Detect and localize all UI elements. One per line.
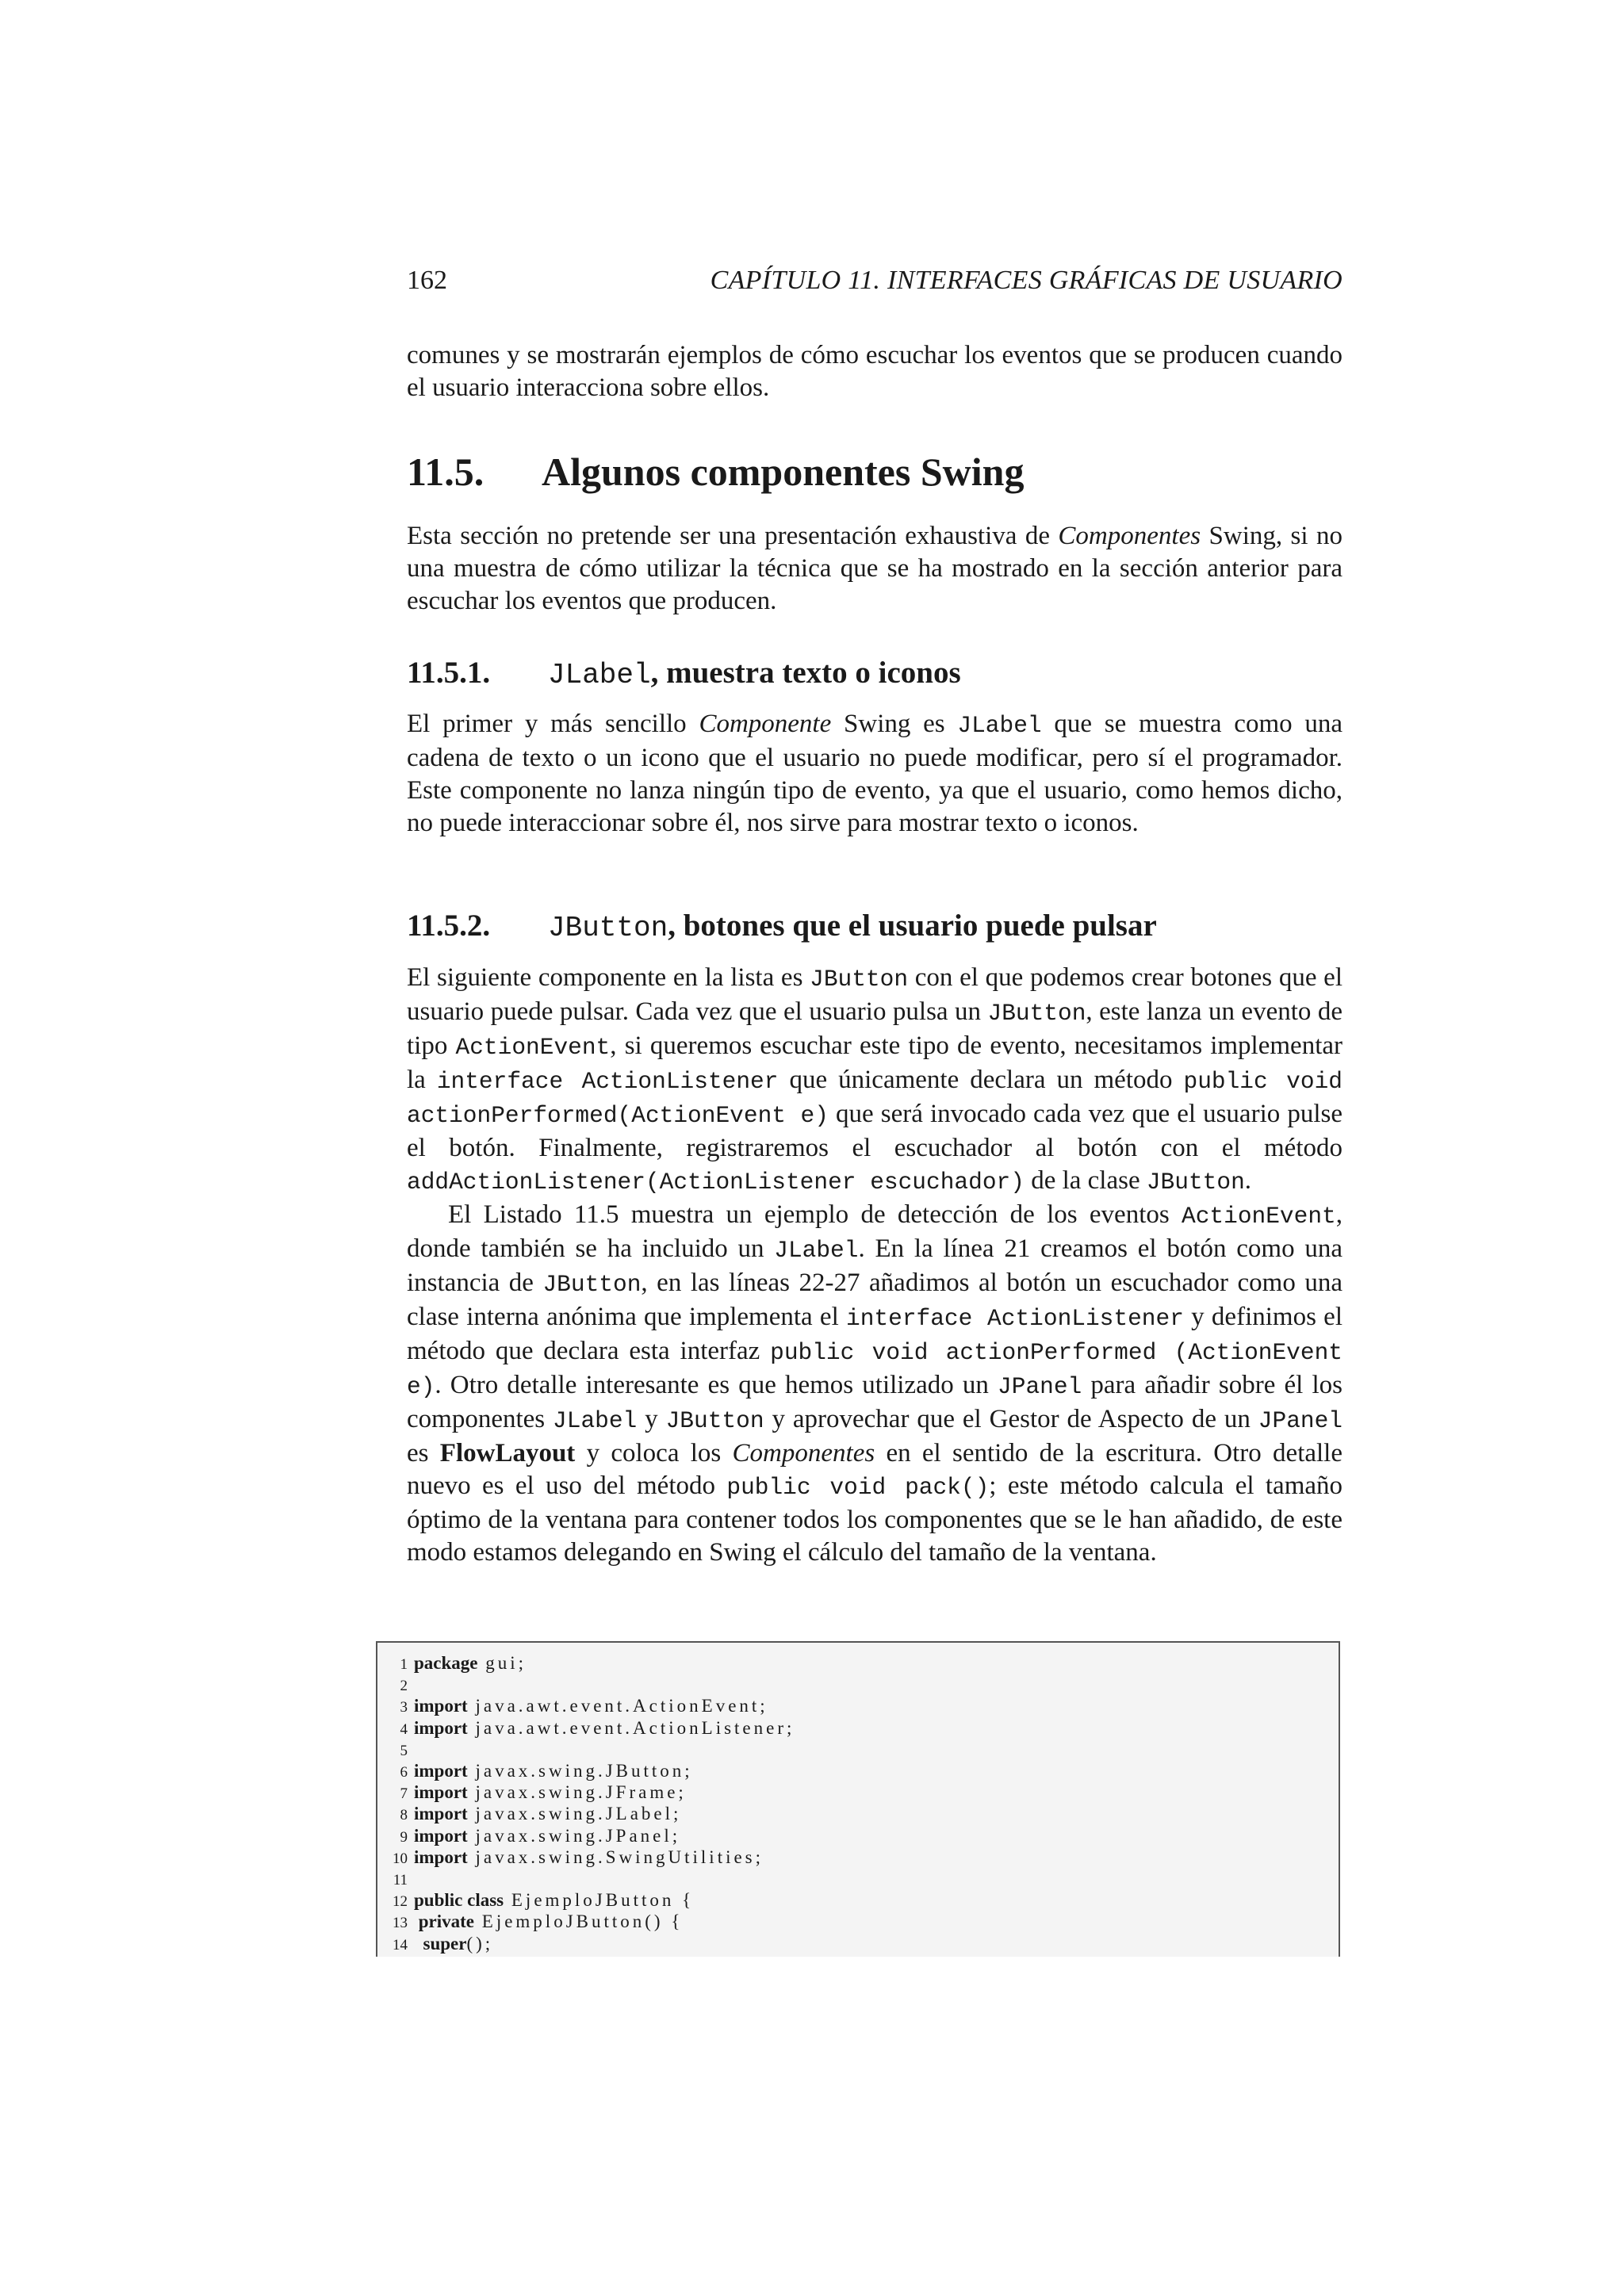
line-number: 11 bbox=[393, 1872, 408, 1888]
text-run: que únicamente declara un método bbox=[778, 1066, 1184, 1094]
code-text: javax.swing.JPanel; bbox=[467, 1825, 681, 1846]
inline-code: JButton bbox=[810, 966, 909, 993]
code-text: java.awt.event.ActionListener; bbox=[467, 1717, 795, 1738]
chapter-title: CAPÍTULO 11. INTERFACES GRÁFICAS DE USUARIO bbox=[710, 266, 1342, 295]
text-run: . En la línea 21 creamos el botón como una instancia de bbox=[407, 1234, 1342, 1297]
subsection-title: , botones que el usuario puede pulsar bbox=[668, 909, 1157, 943]
code-line bbox=[377, 1911, 683, 1932]
bold-term: FlowLayout bbox=[439, 1439, 576, 1468]
emphasis: Componentes bbox=[732, 1439, 875, 1468]
running-header bbox=[407, 260, 1342, 301]
text-run: y coloca los bbox=[575, 1439, 733, 1468]
section-title: Algunos componentes Swing bbox=[542, 450, 1025, 494]
code-keyword: import bbox=[414, 1782, 468, 1803]
inline-code: JButton bbox=[665, 1407, 764, 1434]
inline-code: interface ActionListener bbox=[436, 1068, 779, 1095]
text-run: El primer y más sencillo bbox=[407, 710, 699, 738]
line-number: 8 bbox=[400, 1807, 408, 1824]
line-number: 2 bbox=[400, 1678, 408, 1695]
code-text: javax.swing.JButton; bbox=[467, 1761, 693, 1781]
code-text: EjemploJButton() { bbox=[474, 1911, 684, 1932]
section-number: 11.5. bbox=[407, 450, 485, 494]
subsection2-paragraph-1 bbox=[407, 962, 1342, 1199]
code-line bbox=[377, 1717, 795, 1739]
code-keyword: import bbox=[414, 1761, 468, 1781]
text-run: y aprovechar que el Gestor de Aspecto de un bbox=[764, 1405, 1258, 1433]
emphasis: Componente bbox=[699, 710, 832, 738]
code-line bbox=[377, 1760, 693, 1781]
code-keyword: private bbox=[414, 1911, 475, 1932]
code-line bbox=[377, 1889, 694, 1911]
emphasis: Componentes bbox=[1058, 522, 1201, 550]
inline-code: public void actionPerformed (ActionEvent e) bbox=[407, 1339, 1342, 1400]
inline-code: JPanel bbox=[1258, 1407, 1343, 1434]
line-number: 3 bbox=[400, 1699, 408, 1716]
inline-code: public void actionPerformed(ActionEvent e) bbox=[407, 1068, 1342, 1129]
text-run: que se muestra como una cadena de texto o un icono que el usuario no puede modificar, pero sí el programador. Este componente no lanza ningún tipo de evento, ya que el usuario, como hemos dicho, no puede interaccionar sobre él, nos sirve para mostrar texto o iconos. bbox=[407, 710, 1343, 837]
text-run: y bbox=[637, 1405, 666, 1433]
inline-code: JLabel bbox=[957, 712, 1042, 739]
subsection2-paragraphs bbox=[407, 962, 1342, 1569]
code-keyword: import bbox=[414, 1804, 468, 1824]
text-run: ; este método calcula el tamaño óptimo de la ventana para contener todos los componentes que se le han añadido, de este modo estamos delegando en Swing el cálculo del tamaño de la ventana. bbox=[407, 1471, 1343, 1567]
subsection-heading-1 bbox=[407, 655, 961, 691]
code-line bbox=[377, 1868, 414, 1889]
subsection-heading-2 bbox=[407, 908, 1157, 944]
subsection1-paragraph bbox=[407, 708, 1342, 840]
section-heading bbox=[407, 449, 1024, 495]
code-line bbox=[377, 1695, 768, 1716]
intro-paragraph bbox=[407, 339, 1342, 404]
code-line bbox=[377, 1674, 414, 1695]
inline-code: JButton bbox=[1146, 1169, 1245, 1196]
code-line bbox=[377, 1933, 493, 1954]
subsection-title: , muestra texto o iconos bbox=[650, 656, 961, 690]
code-text: EjemploJButton { bbox=[504, 1890, 695, 1911]
code-line bbox=[377, 1739, 414, 1760]
code-text: javax.swing.JLabel; bbox=[467, 1804, 682, 1824]
text-run: para añadir sobre él los componentes bbox=[407, 1371, 1343, 1433]
text-run: Swing, si no una muestra de cómo utilizar la técnica que se ha mostrado en la sección anterior para escuchar los eventos que producen. bbox=[407, 522, 1342, 615]
text-run: . Otro detalle interesante es que hemos utilizado un bbox=[435, 1371, 998, 1399]
line-number: 10 bbox=[393, 1850, 408, 1867]
text-run: Esta sección no pretende ser una presentación exhaustiva de bbox=[407, 522, 1059, 550]
code-text: gui; bbox=[477, 1653, 527, 1673]
text-run: Swing es bbox=[831, 710, 958, 738]
line-number: 7 bbox=[400, 1785, 408, 1803]
inline-code: JButton bbox=[987, 1000, 1086, 1027]
code-keyword: import bbox=[414, 1717, 468, 1738]
code-text: javax.swing.JFrame; bbox=[467, 1782, 687, 1803]
line-number: 4 bbox=[400, 1720, 408, 1738]
code-listing bbox=[376, 1641, 1340, 1957]
inline-code: JPanel bbox=[998, 1373, 1082, 1400]
text-run: con el que podemos crear botones que el usuario puede pulsar. Cada vez que el usuario pulsa un bbox=[407, 963, 1342, 1026]
line-number: 13 bbox=[393, 1915, 408, 1932]
code-keyword: package bbox=[414, 1653, 478, 1673]
line-number: 6 bbox=[400, 1764, 408, 1781]
subsection-code-title: JButton bbox=[548, 912, 668, 944]
inline-code: ActionEvent bbox=[1182, 1203, 1336, 1230]
code-line bbox=[377, 1781, 687, 1803]
inline-code: interface ActionListener bbox=[846, 1305, 1184, 1332]
line-number: 5 bbox=[400, 1742, 408, 1759]
section-paragraph bbox=[407, 520, 1342, 618]
text-run: que será invocado cada vez que el usuario pulse el botón. Finalmente, registraremos el escuchador al botón con el método bbox=[407, 1100, 1342, 1162]
subsection-number: 11.5.1. bbox=[407, 656, 491, 690]
code-line bbox=[377, 1846, 764, 1868]
subsection-number: 11.5.2. bbox=[407, 909, 491, 943]
inline-code: JLabel bbox=[553, 1407, 638, 1434]
line-number: 9 bbox=[400, 1828, 408, 1846]
code-keyword: import bbox=[414, 1846, 468, 1867]
text-run: El siguiente componente en la lista es bbox=[407, 963, 810, 992]
text-run: , si queremos escuchar este tipo de evento, necesitamos implementar la bbox=[407, 1031, 1342, 1094]
text-run: , este lanza un evento de tipo bbox=[407, 997, 1342, 1060]
text-run: en el sentido de la escritura. Otro detalle nuevo es el uso del método bbox=[407, 1439, 1342, 1500]
inline-code: addActionListener(ActionListener escuchador) bbox=[407, 1169, 1025, 1196]
page-number: 162 bbox=[407, 266, 447, 295]
inline-code: public void pack() bbox=[726, 1474, 990, 1501]
code-line bbox=[377, 1652, 527, 1674]
code-keyword: public class bbox=[414, 1890, 504, 1911]
subsection2-paragraph-2 bbox=[407, 1199, 1342, 1569]
code-line bbox=[377, 1803, 681, 1824]
code-keyword: import bbox=[414, 1696, 468, 1716]
code-line bbox=[377, 1825, 680, 1846]
intro-text: comunes y se mostrarán ejemplos de cómo escuchar los eventos que se producen cuando el usuario interacciona sobre ellos. bbox=[407, 341, 1342, 402]
code-keyword: import bbox=[414, 1825, 468, 1846]
text-run: . bbox=[1244, 1166, 1252, 1195]
code-text: javax.swing.SwingUtilities; bbox=[467, 1846, 764, 1867]
text-run: y definimos el método que declara esta interfaz bbox=[407, 1303, 1342, 1365]
text-run: , donde también se ha incluido un bbox=[407, 1200, 1342, 1263]
subsection-code-title: JLabel bbox=[548, 659, 651, 691]
code-text: (); bbox=[466, 1933, 494, 1954]
inline-code: JButton bbox=[542, 1271, 642, 1298]
text-run: El Listado 11.5 muestra un ejemplo de detección de los eventos bbox=[448, 1200, 1182, 1229]
line-number: 14 bbox=[393, 1936, 408, 1954]
inline-code: JLabel bbox=[774, 1237, 859, 1264]
inline-code: ActionEvent bbox=[455, 1034, 611, 1061]
text-run: de la clase bbox=[1024, 1166, 1147, 1195]
text-run: es bbox=[407, 1439, 440, 1468]
code-keyword: super bbox=[414, 1933, 467, 1954]
line-number: 12 bbox=[393, 1893, 408, 1911]
code-text: java.awt.event.ActionEvent; bbox=[467, 1696, 768, 1716]
text-run: , en las líneas 22-27 añadimos al botón un escuchador como una clase interna anónima que implementa el bbox=[407, 1269, 1343, 1331]
line-number: 1 bbox=[400, 1656, 408, 1673]
